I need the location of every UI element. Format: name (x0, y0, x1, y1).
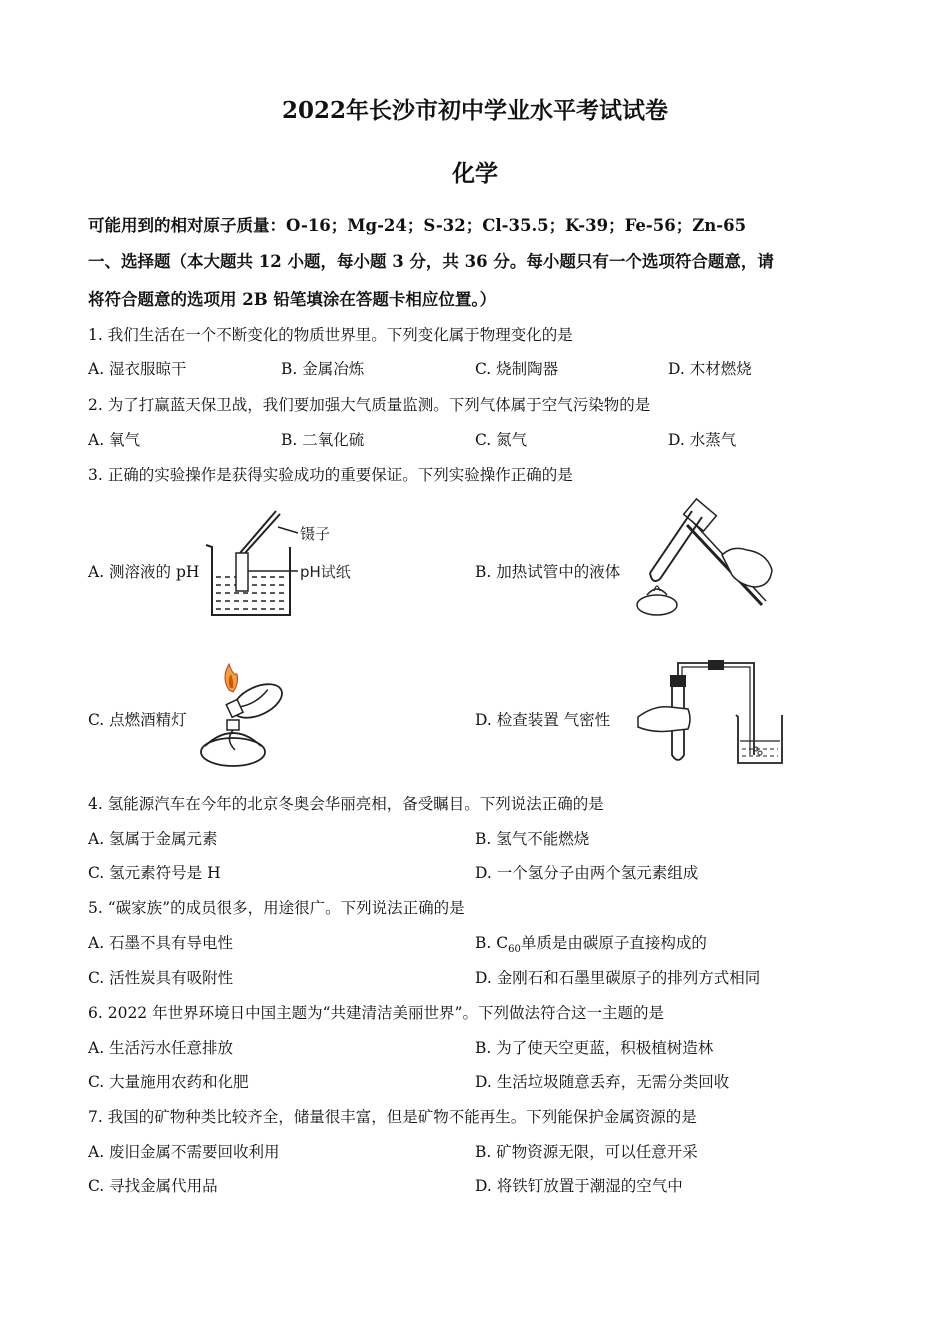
q5-option-b-suffix: 单质是由碳原子直接构成的 (520, 934, 707, 952)
q4-option-d: D. 一个氢分子由两个氢元素组成 (475, 864, 699, 882)
q6-option-d: D. 生活垃圾随意丢弃，无需分类回收 (475, 1073, 730, 1091)
q7-option-d: D. 将铁钉放置于潮湿的空气中 (475, 1177, 683, 1195)
q4-stem: 4. 氢能源汽车在今年的北京冬奥会华丽亮相，备受瞩目。下列说法正确的是 (88, 795, 604, 813)
q6-option-a: A. 生活污水任意排放 (88, 1039, 234, 1057)
q1-option-b: B. 金属冶炼 (281, 360, 365, 378)
q1-stem: 1. 我们生活在一个不断变化的物质世界里。下列变化属于物理变化的是 (88, 326, 573, 344)
q4-option-b: B. 氢气不能燃烧 (475, 830, 590, 848)
q1-option-d: D. 木材燃烧 (668, 360, 752, 378)
section-heading-line1: 一、选择题（本大题共 12 小题，每小题 3 分，共 36 分。每小题只有一个选项符合题意，请 (88, 252, 774, 271)
q7-stem: 7. 我国的矿物种类比较齐全，储量很丰富，但是矿物不能再生。下列能保护金属资源的是 (88, 1108, 697, 1126)
ph-paper-label: pH试纸 (300, 563, 351, 581)
subject-title: 化学 (452, 160, 498, 187)
section-heading-line2: 将符合题意的选项用 2B 铅笔填涂在答题卡相应位置。） (88, 290, 497, 309)
q2-stem: 2. 为了打赢蓝天保卫战，我们要加强大气质量监测。下列气体属于空气污染物的是 (88, 396, 651, 414)
q2-option-a: A. 氧气 (88, 431, 141, 449)
airtightness-check-figure (632, 655, 792, 770)
heating-test-tube-figure (632, 495, 782, 620)
q6-option-b: B. 为了使天空更蓝，积极植树造林 (475, 1039, 714, 1057)
q5-option-c: C. 活性炭具有吸附性 (88, 969, 234, 987)
q5-stem: 5. “碳家族”的成员很多，用途很广。下列说法正确的是 (88, 899, 465, 917)
tweezers-label: 镊子 (300, 525, 331, 543)
q5-option-a: A. 石墨不具有导电性 (88, 934, 234, 952)
q4-option-a: A. 氢属于金属元素 (88, 830, 218, 848)
q1-option-a: A. 湿衣服晾干 (88, 360, 187, 378)
q5-option-b-prefix: B. C (475, 934, 509, 952)
q3-option-b: B. 加热试管中的液体 (475, 563, 621, 581)
q1-option-c: C. 烧制陶器 (475, 360, 559, 378)
q2-option-b: B. 二氧化硫 (281, 431, 365, 449)
q7-option-b: B. 矿物资源无限，可以任意开采 (475, 1143, 698, 1161)
q6-option-c: C. 大量施用农药和化肥 (88, 1073, 249, 1091)
q2-option-c: C. 氮气 (475, 431, 528, 449)
q6-stem: 6. 2022 年世界环境日中国主题为“共建清洁美丽世界”。下列做法符合这一主题的是 (88, 1004, 664, 1022)
q4-option-c: C. 氢元素符号是 H (88, 864, 221, 882)
q5-option-b (475, 931, 707, 955)
q3-option-a: A. 测溶液的 pH (88, 563, 200, 581)
q3-stem: 3. 正确的实验操作是获得实验成功的重要保证。下列实验操作正确的是 (88, 466, 573, 484)
ph-test-figure (200, 505, 351, 625)
q7-option-a: A. 废旧金属不需要回收利用 (88, 1143, 280, 1161)
q3-option-d: D. 检查装置 气密性 (475, 711, 611, 729)
q5-option-b-subscript: 60 (508, 944, 521, 956)
q2-option-d: D. 水蒸气 (668, 431, 737, 449)
q7-option-c: C. 寻找金属代用品 (88, 1177, 218, 1195)
atomic-masses: 可能用到的相对原子质量：O-16；Mg-24；S-32；Cl-35.5；K-39；Fe-56；Zn-65 (88, 216, 747, 235)
q5-option-d: D. 金刚石和石墨里碳原子的排列方式相同 (475, 969, 761, 987)
lighting-alcohol-lamp-figure (195, 660, 295, 770)
q3-option-c: C. 点燃酒精灯 (88, 711, 187, 729)
page-title: 2022年长沙市初中学业水平考试试卷 (281, 97, 668, 124)
